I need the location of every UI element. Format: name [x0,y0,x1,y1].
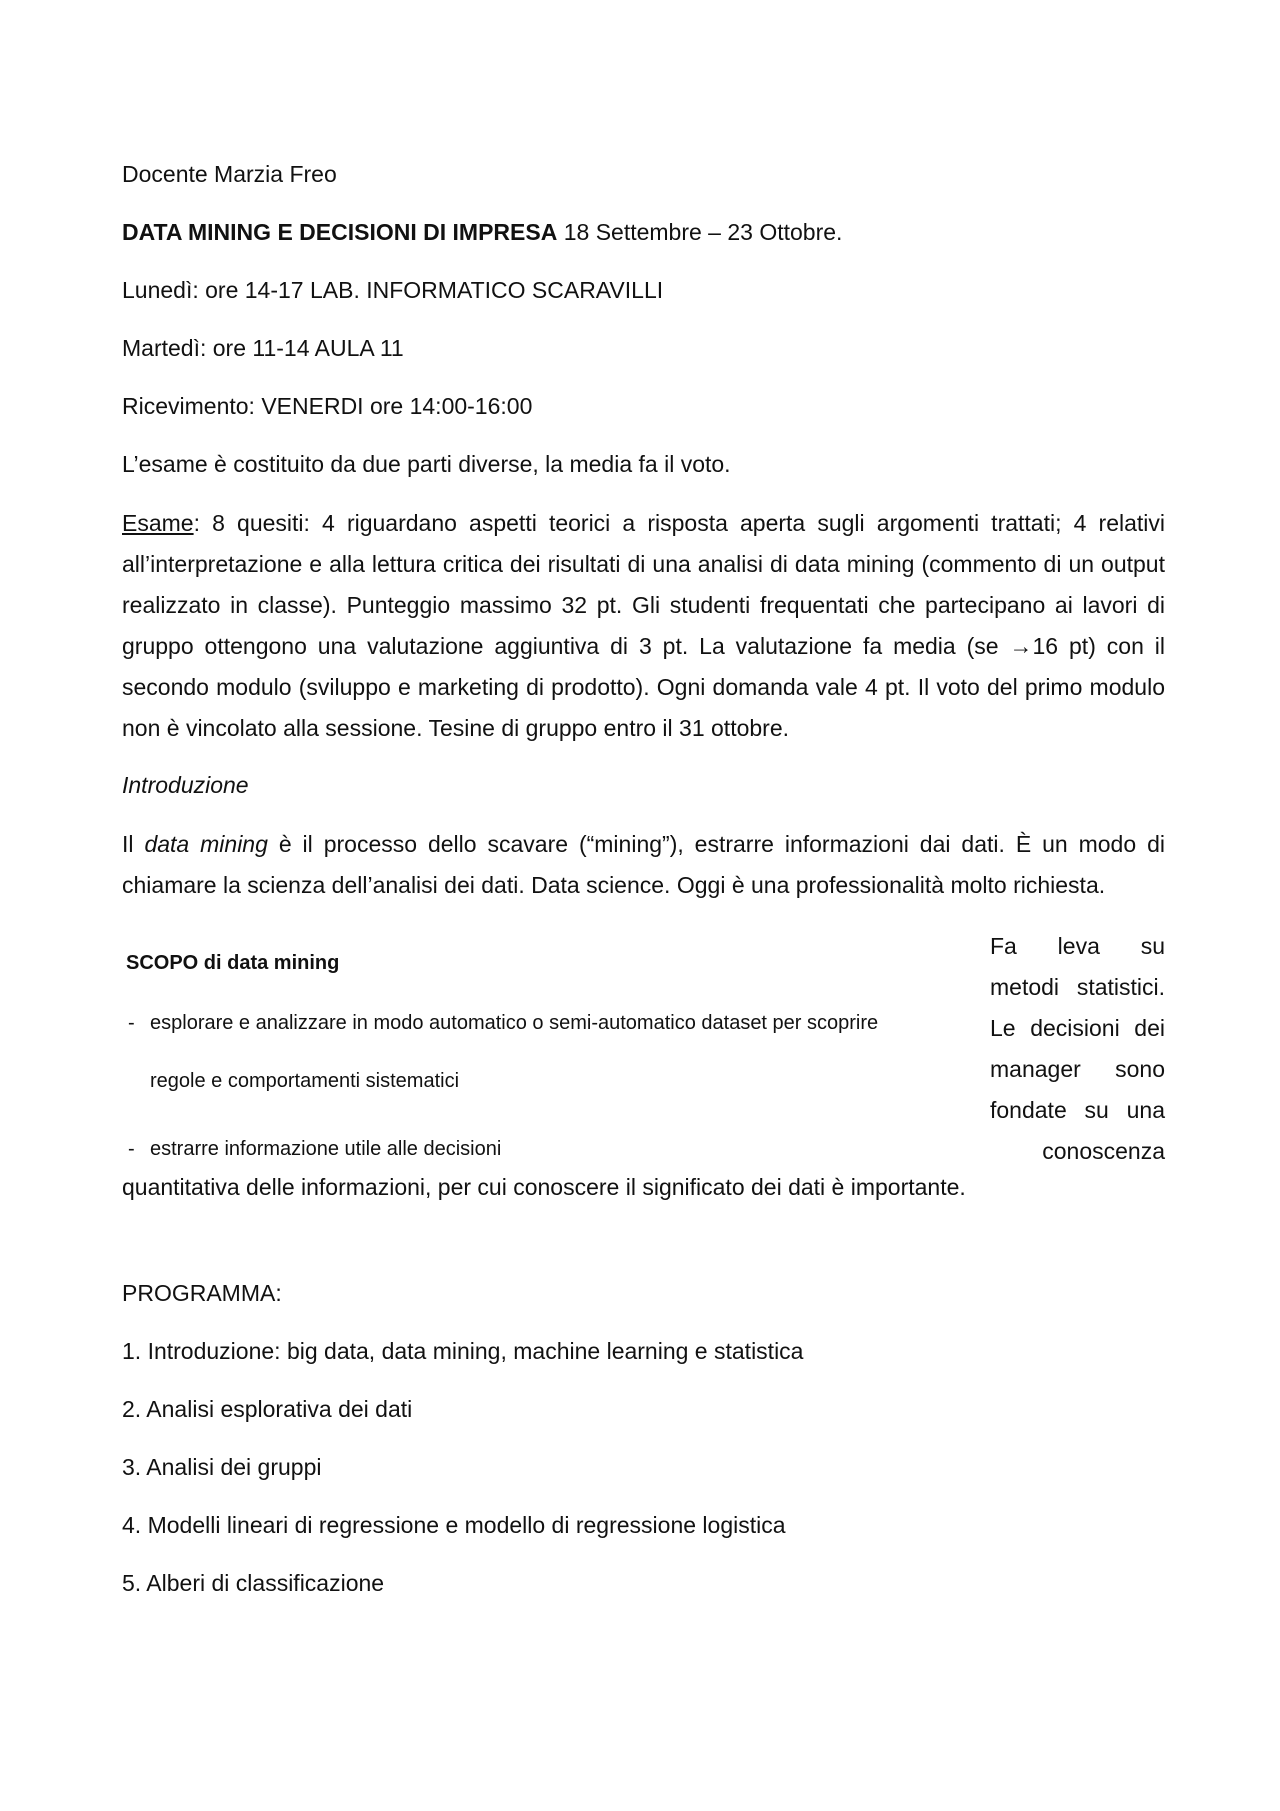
course-title: DATA MINING E DECISIONI DI IMPRESA [122,219,558,245]
schedule-monday: Lunedì: ore 14-17 LAB. INFORMATICO SCARAVILLI [122,277,664,303]
office-hours: Ricevimento: VENERDI ore 14:00-16:00 [122,393,533,419]
side-line: conoscenza [1042,1138,1165,1164]
side-line: manager sono [990,1056,1165,1082]
side-text-continuation: quantitativa delle informazioni, per cui conoscere il significato dei dati è importante. [122,1174,966,1200]
exam-label: Esame [122,510,194,536]
intro-paragraph [122,824,1165,906]
course-dates: 18 Settembre – 23 Ottobre. [557,219,843,245]
intro-heading: Introduzione [122,772,249,798]
program-item: 3. Analisi dei gruppi [122,1454,322,1480]
figure-item-extract-text: estrarre informazione utile alle decisioni [150,1138,502,1160]
teacher-name: Docente Marzia Freo [122,161,337,187]
intro-text-start: Il [122,831,145,857]
figure-item-explore-line1: esplorare e analizzare in modo automatico o semi-automatico dataset per scoprire [150,1012,879,1034]
intro-text-rest: è il processo dello scavare (“mining”), estrarre informazioni dai dati. È un modo di chiamare la scienza dell’analisi dei dati. Data science. Oggi è una professionalità molto richiesta. [122,831,1165,898]
side-column-text [990,926,1165,1172]
program-heading: PROGRAMMA: [122,1280,282,1306]
side-line: Fa leva su [990,933,1165,959]
figure-item-explore [128,1010,879,1036]
side-line: Le decisioni dei [990,1015,1165,1041]
bullet-dash: - [128,1138,135,1160]
exam-intro: L’esame è costituito da due parti diverse, la media fa il voto. [122,451,731,477]
schedule-tuesday: Martedì: ore 11-14 AULA 11 [122,335,404,361]
program-item: 4. Modelli lineari di regressione e modello di regressione logistica [122,1512,786,1538]
program-item: 1. Introduzione: big data, data mining, machine learning e statistica [122,1338,804,1364]
scope-figure [122,950,972,1170]
program-item: 2. Analisi esplorativa dei dati [122,1396,413,1422]
bullet-dash: - [128,1012,135,1034]
program-item: 5. Alberi di classificazione [122,1570,385,1596]
intro-term: data mining [144,831,268,857]
course-line [122,219,842,246]
exam-text: : 8 quesiti: 4 riguardano aspetti teorici a risposta aperta sugli argomenti trattati; 4 relativi all’interpretazione e alla lettura critica dei risultati di una analisi di data mining (commento di un output realizzato in classe). Punteggio massimo 32 pt. Gli studenti frequentati che partecipano ai lavori di gruppo ottengono una valutazione aggiuntiva di 3 pt. La valutazione fa media (se →16 pt) con il secondo modulo (sviluppo e marketing di prodotto). Ogni domanda vale 4 pt. Il voto del primo modulo non è vincolato alla sessione. Tesine di gruppo entro il 31 ottobre. [122,510,1165,741]
exam-paragraph [122,503,1165,749]
figure-item-explore-line2: regole e comportamenti sistematici [150,1070,460,1092]
figure-title: SCOPO di data mining [126,952,340,974]
side-line: fondate su una [990,1097,1165,1123]
side-line: metodi statistici. [990,974,1165,1000]
figure-item-extract [128,1136,502,1162]
